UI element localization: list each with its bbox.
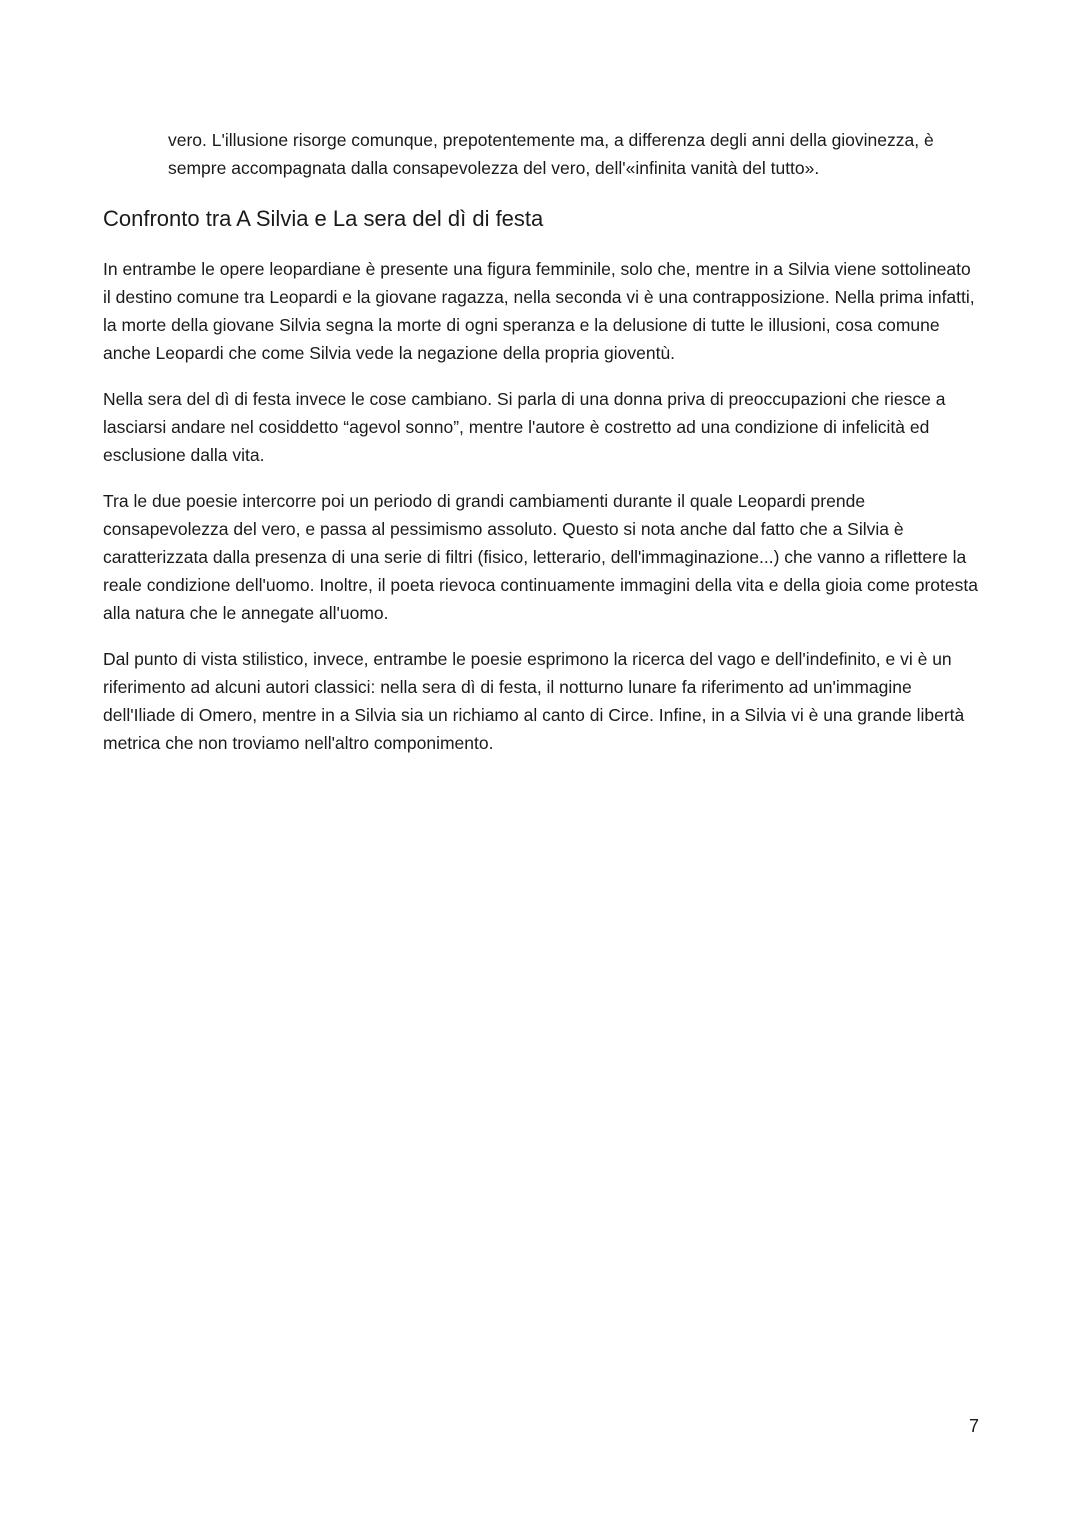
paragraph: Nella sera del dì di festa invece le cose cambiano. Si parla di una donna priva di preoccupazioni che riesce a lasciarsi andare nel cosiddetto “agevol sonno”, mentre l'autore è costretto ad una condizione di infelicità ed esclusione dalla vita. — [103, 389, 946, 465]
page-number: 7 — [968, 1416, 979, 1436]
paragraph: Tra le due poesie intercorre poi un periodo di grandi cambiamenti durante il quale Leopardi prende consapevolezza del vero, e passa al pessimismo assoluto. Questo si nota anche dal fatto che a Silvia è caratterizzata dalla presenza di una serie di filtri (fisico, letterario, dell'immaginazione...) che vanno a riflettere la reale condizione dell'uomo. Inoltre, il poeta rievoca continuamente immagini della vita e della gioia come protesta alla natura che le annegate all'uomo. — [103, 491, 978, 623]
section-heading: Confronto tra A Silvia e La sera del dì di festa — [103, 206, 544, 231]
continued-paragraph: vero. L'illusione risorge comunque, prepotentemente ma, a differenza degli anni della giovinezza, è sempre accompagnata dalla consapevolezza del vero, dell'«infinita vanità del tutto». — [168, 130, 934, 178]
paragraph: Dal punto di vista stilistico, invece, entrambe le poesie esprimono la ricerca del vago e dell'indefinito, e vi è un riferimento ad alcuni autori classici: nella sera dì di festa, il notturno lunare fa riferimento ad un'immagine dell'Iliade di Omero, mentre in a Silvia sia un richiamo al canto di Circe. Infine, in a Silvia vi è una grande libertà metrica che non troviamo nell'altro componimento. — [103, 649, 965, 753]
section-body — [103, 255, 983, 775]
paragraph: In entrambe le opere leopardiane è presente una figura femminile, solo che, mentre in a Silvia viene sottolineato il destino comune tra Leopardi e la giovane ragazza, nella seconda vi è una contrapposizione. Nella prima infatti, la morte della giovane Silvia segna la morte di ogni speranza e la delusione di tutte le illusioni, cosa comune anche Leopardi che come Silvia vede la negazione della propria gioventù. — [103, 259, 975, 363]
